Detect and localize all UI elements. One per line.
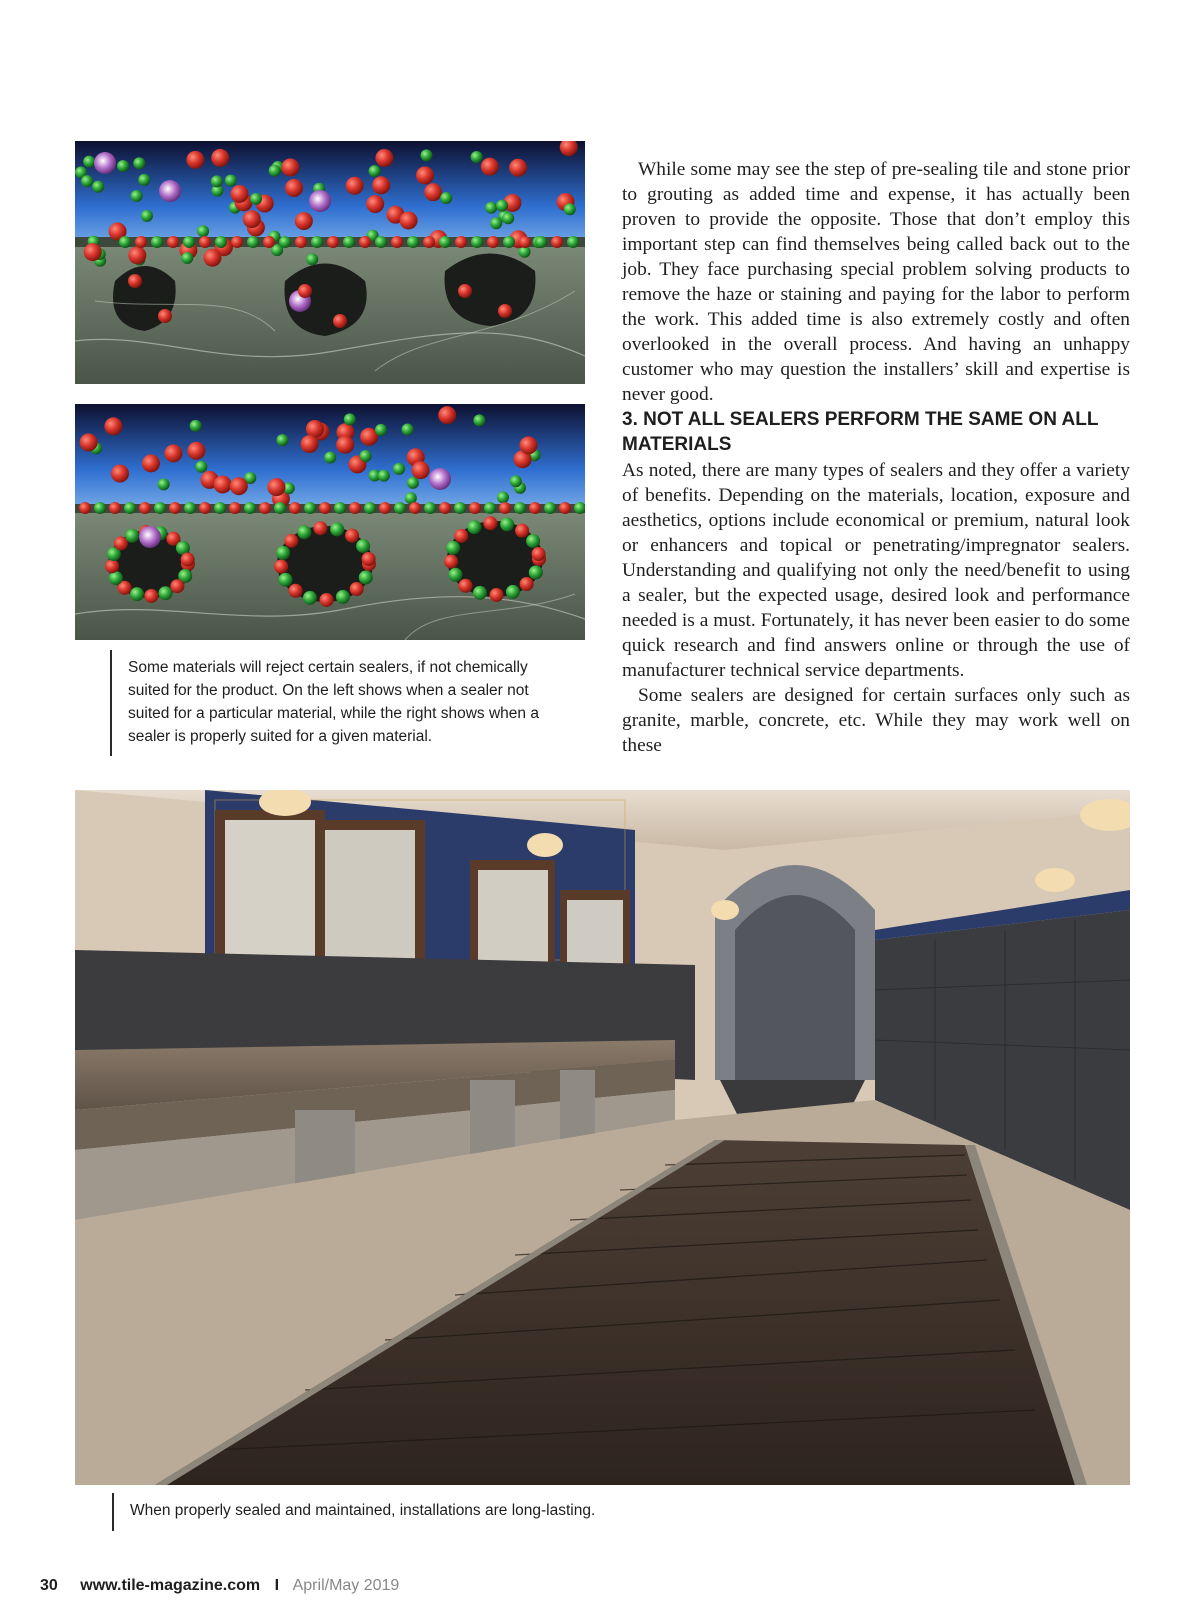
surface-particle: [229, 502, 241, 514]
red-particle: [211, 149, 229, 167]
surface-particle: [244, 502, 256, 514]
red-particle: [295, 212, 313, 230]
issue-date: April/May 2019: [292, 1577, 400, 1594]
red-particle: [285, 179, 303, 197]
surface-particle: [263, 236, 275, 248]
surface-particle: [394, 502, 406, 514]
surface-particle: [167, 236, 179, 248]
surface-particle: [519, 236, 531, 248]
surface-particle: [409, 502, 421, 514]
green-particle: [92, 181, 104, 193]
red-particle: [230, 477, 248, 495]
sealer-illustration-caption: Some materials will reject certain sealers, if not chemically suited for the product. On the left shows when a sealer not suited for a particular material, while the right shows when a sealer is properly suited for a given material.: [110, 650, 570, 756]
red-particle: [336, 436, 354, 454]
red-particle: [416, 166, 434, 184]
surface-particle: [330, 522, 344, 536]
surface-particle: [484, 502, 496, 514]
surface-particle: [154, 502, 166, 514]
surface-particle: [304, 502, 316, 514]
striped-particle: [309, 190, 331, 212]
surface-particle: [506, 585, 520, 599]
surface-particle: [375, 236, 387, 248]
surface-particle: [247, 236, 259, 248]
surface-particle: [454, 502, 466, 514]
surface-particle: [289, 584, 303, 598]
green-particle: [440, 192, 452, 204]
restroom-photo-caption: When properly sealed and maintained, installations are long-lasting.: [112, 1493, 730, 1531]
red-particle: [111, 465, 129, 483]
surface-particle: [424, 502, 436, 514]
green-particle: [502, 212, 514, 224]
surface-particle: [215, 236, 227, 248]
striped-particle: [94, 152, 116, 174]
surface-particle: [499, 502, 511, 514]
surface-particle: [124, 502, 136, 514]
surface-particle: [526, 534, 540, 548]
green-particle: [117, 160, 129, 172]
green-particle: [133, 157, 145, 169]
surface-particle: [184, 502, 196, 514]
surface-particle: [362, 552, 376, 566]
green-particle: [564, 203, 576, 215]
surface-particle: [407, 236, 419, 248]
surface-particle: [144, 589, 158, 603]
surface-particle: [444, 555, 458, 569]
surface-particle: [529, 502, 541, 514]
red-particle: [104, 417, 122, 435]
surface-particle: [199, 502, 211, 514]
surface-particle: [345, 529, 359, 543]
surface-particle: [356, 539, 370, 553]
green-particle: [138, 174, 150, 186]
surface-particle: [109, 502, 121, 514]
green-particle: [190, 420, 202, 432]
red-particle: [80, 433, 98, 451]
sealer-rejected-illustration: [75, 141, 585, 384]
green-particle: [306, 253, 318, 265]
surface-particle: [231, 236, 243, 248]
red-particle: [187, 442, 205, 460]
surface-particle: [284, 534, 298, 548]
surface-particle: [259, 502, 271, 514]
surface-particle: [544, 502, 556, 514]
surface-particle: [125, 529, 139, 543]
red-particle: [458, 284, 472, 298]
green-particle: [250, 193, 262, 205]
surface-particle: [446, 541, 460, 555]
surface-particle: [94, 502, 106, 514]
surface-particle: [274, 502, 286, 514]
green-particle: [378, 470, 390, 482]
surface-particle: [551, 236, 563, 248]
surface-particle: [336, 590, 350, 604]
red-particle: [498, 304, 512, 318]
surface-particle: [151, 236, 163, 248]
surface-particle: [349, 502, 361, 514]
green-particle: [360, 450, 372, 462]
surface-particle: [559, 502, 571, 514]
green-particle: [181, 252, 193, 264]
red-particle: [203, 249, 221, 267]
green-particle: [225, 175, 237, 187]
red-particle: [128, 274, 142, 288]
surface-particle: [279, 236, 291, 248]
restroom-photo: [75, 790, 1130, 1485]
surface-particle: [454, 529, 468, 543]
surface-particle: [130, 587, 144, 601]
green-particle: [473, 414, 485, 426]
surface-particle: [490, 588, 504, 602]
green-particle: [510, 475, 522, 487]
red-particle: [519, 436, 537, 454]
red-particle: [158, 309, 172, 323]
surface-particle: [183, 236, 195, 248]
surface-particle: [473, 586, 487, 600]
red-particle: [509, 159, 527, 177]
red-particle: [481, 158, 499, 176]
green-particle: [485, 202, 497, 214]
surface-particle: [214, 502, 226, 514]
green-particle: [158, 478, 170, 490]
green-particle: [269, 165, 281, 177]
surface-particle: [105, 559, 119, 573]
page-footer: [40, 1574, 409, 1598]
surface-particle: [139, 502, 151, 514]
green-particle: [393, 463, 405, 475]
green-particle: [375, 424, 387, 436]
surface-particle: [391, 236, 403, 248]
surface-particle: [169, 502, 181, 514]
green-particle: [83, 156, 95, 168]
green-particle: [490, 217, 502, 229]
surface-particle: [297, 525, 311, 539]
surface-particle: [311, 236, 323, 248]
surface-particle: [487, 236, 499, 248]
surface-particle: [467, 520, 481, 534]
surface-particle: [520, 577, 534, 591]
red-particle: [142, 454, 160, 472]
green-particle: [81, 175, 93, 187]
surface-particle: [439, 502, 451, 514]
surface-particle: [483, 516, 497, 530]
red-particle: [346, 177, 364, 195]
red-particle: [298, 284, 312, 298]
surface-particle: [439, 236, 451, 248]
striped-particle: [139, 526, 161, 548]
surface-particle: [359, 236, 371, 248]
surface-particle: [289, 502, 301, 514]
red-particle: [438, 406, 456, 424]
red-particle: [400, 211, 418, 229]
red-particle: [243, 210, 261, 228]
surface-particle: [471, 236, 483, 248]
green-particle: [497, 491, 509, 503]
surface-particle: [448, 568, 462, 582]
surface-particle: [423, 236, 435, 248]
red-particle: [301, 435, 319, 453]
article-paragraph: Some sealers are designed for certain surfaces only such as granite, marble, concrete, etc. While they may work well on these: [622, 685, 1130, 756]
surface-particle: [514, 502, 526, 514]
green-particle: [195, 461, 207, 473]
surface-particle: [274, 560, 288, 574]
surface-particle: [379, 502, 391, 514]
magazine-url[interactable]: www.tile-magazine.com: [80, 1577, 261, 1594]
surface-particle: [359, 570, 373, 584]
surface-particle: [278, 573, 292, 587]
green-particle: [421, 149, 433, 161]
surface-particle: [276, 546, 290, 560]
red-particle: [375, 149, 393, 167]
green-particle: [344, 413, 356, 425]
red-particle: [84, 243, 102, 261]
green-particle: [407, 477, 419, 489]
red-particle: [372, 176, 390, 194]
surface-particle: [327, 236, 339, 248]
red-particle: [366, 195, 384, 213]
surface-particle: [119, 236, 131, 248]
green-particle: [324, 452, 336, 464]
red-particle: [214, 475, 232, 493]
surface-particle: [532, 547, 546, 561]
red-particle: [164, 444, 182, 462]
surface-particle: [567, 236, 579, 248]
surface-particle: [313, 521, 327, 535]
green-particle: [211, 175, 223, 187]
article-paragraph: As noted, there are many types of sealers and they offer a variety of benefits. Depending on the materials, location, exposure and aesthetics, options include economical or premium, natural look or enhancers and topical or penetrating/impregnator sealers. Understanding and qualifying not only the need/benefit to using a sealer, but the expected usage, desired look and performance needed is a must. Fortunately, it has never been easier to do some quick research and find answers online or through the use of manufacturer technical service departments.: [622, 460, 1130, 681]
surface-particle: [319, 502, 331, 514]
green-particle: [496, 200, 508, 212]
surface-particle: [350, 582, 364, 596]
surface-particle: [455, 236, 467, 248]
footer-separator: I: [274, 1577, 280, 1594]
surface-particle: [181, 553, 195, 567]
surface-particle: [295, 236, 307, 248]
green-particle: [369, 165, 381, 177]
surface-particle: [79, 502, 91, 514]
surface-particle: [320, 593, 334, 607]
surface-particle: [469, 502, 481, 514]
green-particle: [471, 151, 483, 163]
surface-particle: [334, 502, 346, 514]
green-particle: [131, 190, 143, 202]
striped-particle: [159, 180, 181, 202]
surface-particle: [135, 236, 147, 248]
red-particle: [231, 185, 249, 203]
surface-particle: [529, 565, 543, 579]
green-particle: [276, 434, 288, 446]
surface-particle: [500, 517, 514, 531]
red-particle: [186, 151, 204, 169]
green-particle: [402, 423, 414, 435]
surface-particle: [158, 586, 172, 600]
green-particle: [141, 210, 153, 222]
red-particle: [128, 246, 146, 264]
surface-particle: [170, 579, 184, 593]
article-column-top: [622, 157, 1130, 407]
green-particle: [197, 225, 209, 237]
surface-particle: [199, 236, 211, 248]
surface-particle: [459, 579, 473, 593]
sealer-accepted-illustration: [75, 404, 585, 640]
red-particle: [333, 314, 347, 328]
red-particle: [424, 183, 442, 201]
section-heading: 3. NOT ALL SEALERS PERFORM THE SAME ON ALL MATERIALS: [622, 409, 1099, 455]
red-particle: [412, 461, 430, 479]
striped-particle: [429, 468, 451, 490]
surface-particle: [303, 591, 317, 605]
page-number: 30: [40, 1577, 58, 1594]
surface-particle: [535, 236, 547, 248]
article-column-bottom: [622, 458, 1130, 758]
red-particle: [281, 158, 299, 176]
article-paragraph: While some may see the step of pre-sealing tile and stone prior to grouting as added time and expense, it has actually been proven to provide the opposite. Those that don’t employ this important step can find themselves being called back out to the job. They face purchasing special problem solving products to remove the haze or staining and paying for the labor to perform the work. This added time is also extremely costly and often overlooked in the overall process. And having an unhappy customer who may question the installers’ skill and expertise is never good.: [622, 159, 1130, 405]
surface-particle: [364, 502, 376, 514]
surface-particle: [515, 524, 529, 538]
red-particle: [267, 478, 285, 496]
surface-particle: [503, 236, 515, 248]
surface-particle: [343, 236, 355, 248]
